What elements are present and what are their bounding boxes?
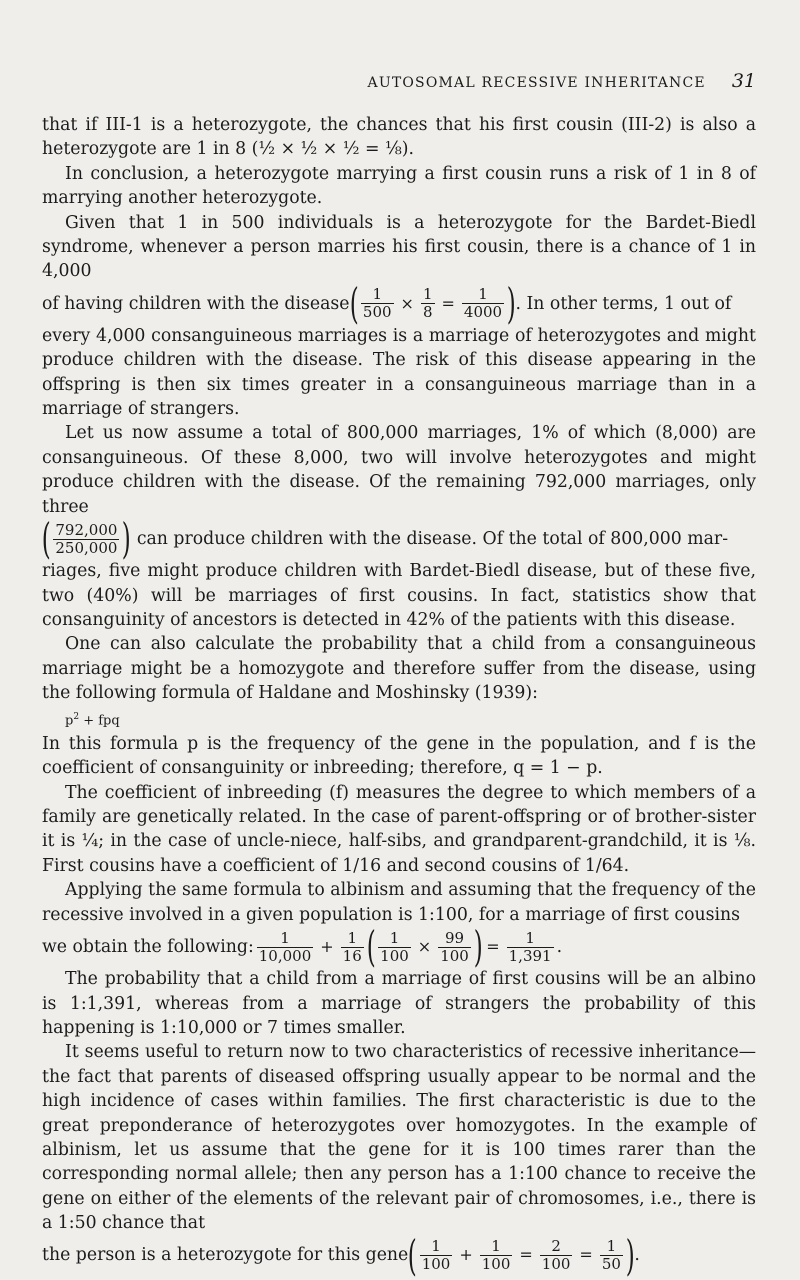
paragraph: The probability that a child from a marriage of first cousins will be an albino is 1:1,391, whereas from a marriage of strangers the probability of this happening is 1:10,000 or 7 times smaller. — [42, 969, 756, 1038]
paragraph: Given that 1 in 500 individuals is a heterozygote for the Bardet-Biedl syndrome, whenever a person marries his first cousin, there is a chance of 1 in 4,000 — [42, 212, 756, 282]
paragraph: riages, five might produce children with Bardet-Biedl disease, but of these five, two (40%) will be marriages of first cousins. In fact, statistics show that consanguinity of ancestors is detected in 42% of the patients with this disease. — [42, 561, 756, 630]
fraction: $\frac{1}{100}$ — [481, 1237, 511, 1274]
page-number: 31 — [731, 70, 756, 92]
fraction: $\frac{1}{4000}$ — [463, 285, 503, 322]
fraction: $\frac{1}{8}$ — [422, 285, 433, 322]
equation-line — [41, 514, 756, 564]
paragraph: In this formula p is the frequency of the gene in the population, and f is the coefficient of consanguinity or inbreeding; therefore, q = 1 − p. — [42, 733, 756, 779]
formula: $p^2$ + fpq — [65, 711, 120, 728]
paragraph: It seems useful to return now to two characteristics of recessive inheritance—the fact that parents of diseased offspring usually appear to be normal and the high incidence of cases within families. The first characteristic is due to the great preponderance of heterozygotes over homozygotes. In the example of albinism, let us assume that the gene for it is 100 times rarer than the corresponding normal allele; then any person has a 1:100 chance to receive the gene on either of the elements of the relevant pair of chromosomes, i.e., there is a 1:50 chance that — [42, 1042, 756, 1234]
body-text — [41, 113, 756, 1280]
paragraph: In conclusion, a heterozygote marrying a first cousin runs a risk of 1 in 8 of marrying another heterozygote. — [42, 163, 756, 209]
fraction: $\frac{792,000}{250,000}$ — [55, 520, 118, 557]
left-paren: ( — [349, 278, 359, 328]
paragraph: Let us now assume a total of 800,000 marriages, 1% of which (8,000) are consanguineous. Of these 8,000, two will involve heterozygotes and might produce children with the disease. Of the remaining 792,000 marriages, only three — [42, 423, 756, 517]
equation-lead-text: we obtain the following: — [42, 936, 254, 957]
right-paren: ) — [122, 514, 132, 564]
paragraph: The coefficient of inbreeding (f) measures the degree to which members of a family are genetically related. In the case of parent-offspring or of brother-sister it is ¼; in the case of uncle-niece, half-sibs, and grandparent-grandchild, it is ⅛. First cousins have a coefficient of 1/16 and second cousins of 1/64. — [42, 782, 756, 876]
paragraph: One can also calculate the probability that a child from a consanguineous marriage might be a homozygote and therefore suffer from the disease, using the following formula of Haldane and Moshinsky (1939): — [42, 634, 756, 704]
equation-lead-text: the person is a heterozygote for this gene — [42, 1245, 409, 1266]
fraction: $\frac{1}{16}$ — [342, 928, 362, 965]
equation-tail-text: . — [634, 1245, 640, 1266]
left-paren: ( — [366, 922, 376, 972]
fraction: $\frac{1}{1,391}$ — [508, 928, 552, 965]
equation-tail-text: . — [556, 936, 563, 957]
fraction: $\frac{1}{50}$ — [601, 1237, 621, 1274]
left-paren: ( — [407, 1230, 417, 1280]
fraction: $\frac{1}{10,000}$ — [258, 928, 312, 965]
right-paren: ) — [473, 922, 483, 972]
fraction: $\frac{1}{100}$ — [380, 928, 409, 965]
running-head: AUTOSOMAL RECESSIVE INHERITANCE — [367, 75, 706, 91]
equation-line: we obtain the following: $\frac{1}{10,000}$ + $\frac{1}{16}$ ( $\frac{1}{100}$ × $\frac{99}{100}$ ) = $\frac{1}{1,391}$ . — [42, 922, 563, 972]
fraction: $\frac{1}{500}$ — [362, 285, 392, 322]
left-paren: ( — [41, 514, 51, 564]
equation-line: of having children with the disease ( $\frac{1}{500}$ × $\frac{1}{8}$ = $\frac{1}{4000}$ ) . In other terms, 1 out of — [42, 278, 732, 328]
fraction: $\frac{1}{100}$ — [421, 1237, 451, 1274]
page-header — [42, 70, 756, 92]
equation-lead-text: of having children with the disease — [42, 293, 350, 314]
equation-tail-text: can produce children with the disease. Of the total of 800,000 mar- — [136, 528, 729, 549]
right-paren: ) — [506, 278, 516, 328]
right-paren: ) — [625, 1230, 635, 1280]
fraction: $\frac{99}{100}$ — [440, 928, 469, 965]
fraction: $\frac{2}{100}$ — [541, 1237, 571, 1274]
equation-line: the person is a heterozygote for this gene ( $\frac{1}{100}$ + $\frac{1}{100}$ = $\frac{2}{100}$ = $\frac{1}{50}$ ) . — [42, 1230, 640, 1280]
paragraph: Applying the same formula to albinism and assuming that the frequency of the recessive involved in a given population is 1:100, for a marriage of first cousins — [42, 880, 756, 925]
paragraph: that if III-1 is a heterozygote, the chances that his first cousin (III-2) is also a heterozygote are 1 in 8 (½ × ½ × ½ = ⅛). — [42, 115, 756, 160]
equation-tail-text: . In other terms, 1 out of — [515, 293, 732, 314]
paragraph: every 4,000 consanguineous marriages is a marriage of heterozygotes and might produce children with the disease. The risk of this disease appearing in the offspring is then six times greater in a consanguineous marriage than in a marriage of strangers. — [42, 325, 756, 420]
